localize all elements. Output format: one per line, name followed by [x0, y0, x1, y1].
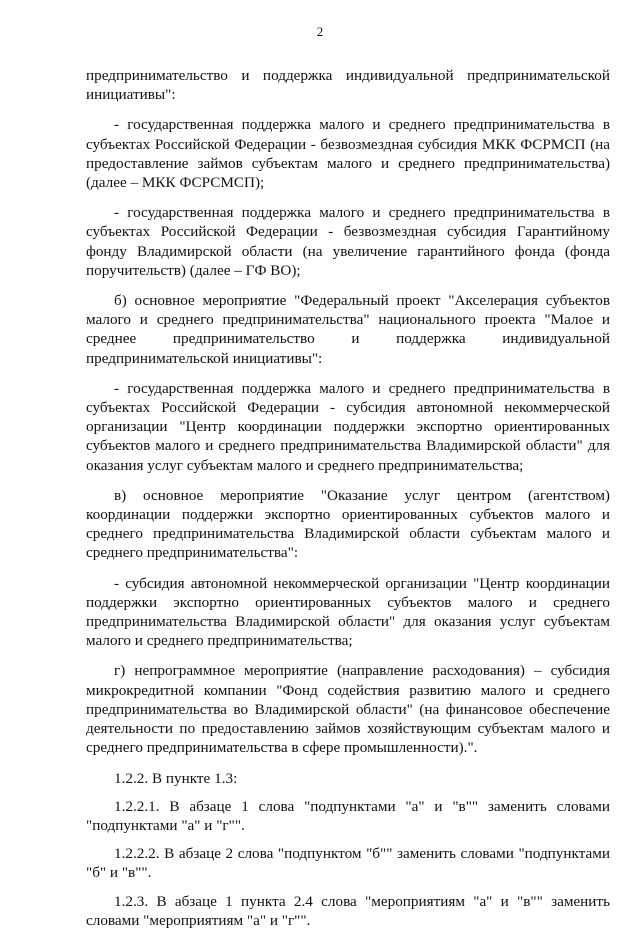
- paragraph-guarantee-fund-subsidy: - государственная поддержка малого и среднего предпринимательства в субъектах Российской Федерации - безвозмездная субсидия Гарантийному фонду Владимирской области (на увеличение гарантийного фонда (фонда поручительств) (далее – ГФ ВО);: [86, 204, 610, 279]
- document-body: [86, 66, 610, 939]
- paragraph-1-2-2: 1.2.2. В пункте 1.3:: [114, 769, 238, 787]
- page-number: 2: [316, 24, 324, 39]
- paragraph-item-b: б) основное мероприятие "Федеральный проект "Акселерация субъектов малого и среднего предпринимательства" национального проекта "Малое и среднее предпринимательство и поддержка индивидуальной предпринимательской инициативы":: [86, 292, 610, 367]
- paragraph-1-2-3: 1.2.3. В абзаце 1 пункта 2.4 слова "мероприятиям "а" и "в"" заменить словами "мероприятиям "а" и "г"".: [86, 892, 610, 929]
- paragraph-export-center-subsidy: - государственная поддержка малого и среднего предпринимательства в субъектах Российской Федерации - субсидия автономной некоммерческой организации "Центр координации поддержки экспортно ориентированных субъектов малого и среднего предпринимательства Владимирской области" для оказания услуг субъектам малого и среднего предпринимательства;: [86, 379, 610, 474]
- paragraph-1-2-2-1: 1.2.2.1. В абзаце 1 слова "подпунктами "а" и "в"" заменить словами "подпунктами "а" и "г"".: [86, 797, 610, 834]
- paragraph-mkk-subsidy: - государственная поддержка малого и среднего предпринимательства в субъектах Российской Федерации - безвозмездная субсидия МКК ФСРМСП (на предоставление займов субъектам малого и среднего предпринимательства) (далее – МКК ФСРСМСП);: [86, 116, 610, 192]
- paragraph-continuation: предпринимательство и поддержка индивидуальной предпринимательской инициативы":: [86, 67, 610, 104]
- paragraph-1-2-2-2: 1.2.2.2. В абзаце 2 слова "подпунктом "б"" заменить словами "подпунктами "б" и "в"".: [86, 845, 610, 882]
- paragraph-anko-subsidy: - субсидия автономной некоммерческой организации "Центр координации поддержки экспортно ориентированных субъектов малого и среднего предпринимательства Владимирской области" для оказания услуг субъектам малого и среднего предпринимательства;: [86, 574, 610, 650]
- paragraph-item-g: г) непрограммное мероприятие (направление расходования) – субсидия микрокредитной компании "Фонд содействия развитию малого и среднего предпринимательства во Владимирской области" (на финансовое обеспечение деятельности по предоставлению займов хозяйствующим субъектам малого и среднего предпринимательства в сфере промышленности).".: [86, 662, 610, 757]
- paragraph-item-v: в) основное мероприятие "Оказание услуг центром (агентством) координации поддержки экспортно ориентированных субъектов малого и среднего предпринимательства Владимирской области субъектам малого и среднего предпринимательства":: [86, 486, 610, 562]
